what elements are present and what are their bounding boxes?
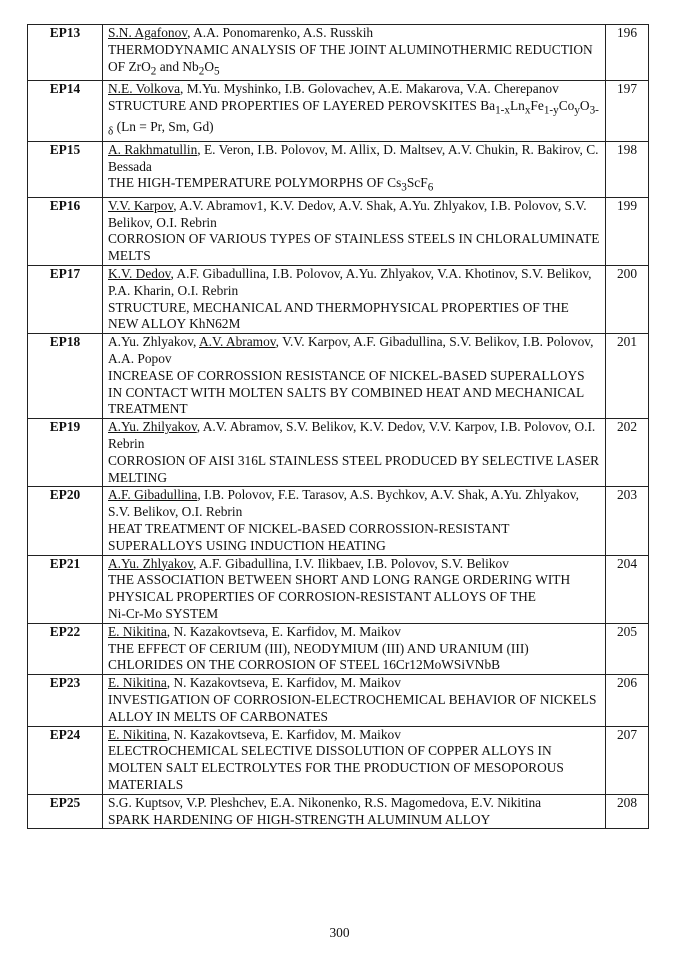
entry-details: [103, 623, 606, 674]
presenting-author: K.V. Dedov: [108, 266, 171, 282]
presenting-author: E. Nikitina: [108, 623, 167, 639]
entry-title: THE HIGH-TEMPERATURE POLYMORPHS OF $Cs_3ScF_6$: [108, 175, 434, 195]
entry-details: [103, 675, 606, 726]
table-row: [28, 197, 649, 265]
entry-page-number: 201: [606, 334, 649, 419]
entry-details: [103, 334, 606, 419]
co-authors: , A.V. Abramov, S.V. Belikov, K.V. Dedov, V.V. Karpov, I.B. Polovov, O.I. Rebrin: [108, 419, 596, 452]
entry-authors: [108, 624, 600, 641]
entry-code: EP16: [28, 197, 103, 265]
entry-page-number: 197: [606, 81, 649, 142]
entry-code: EP19: [28, 419, 103, 487]
entry-page-number: 207: [606, 726, 649, 794]
presenting-author: A.Yu. Zhlyakov: [108, 555, 194, 571]
entry-code: EP21: [28, 555, 103, 623]
co-authors: , M.Yu. Myshinko, I.B. Golovachev, A.E. Makarova, V.A. Cherepanov: [180, 81, 559, 97]
co-authors: , N. Kazakovtseva, E. Karfidov, M. Maikov: [166, 675, 401, 691]
entry-details: [103, 141, 606, 197]
presenting-author: S.N. Agafonov: [108, 25, 188, 40]
entry-code: EP23: [28, 675, 103, 726]
entry-title: STRUCTURE, MECHANICAL AND THERMOPHYSICAL PROPERTIES OF THE NEW ALLOY KhN62M: [108, 299, 569, 332]
co-authors: , A.F. Gibadullina, I.B. Polovov, A.Yu. Zhlyakov, V.A. Khotinov, S.V. Belikov, P.A. Kharin, O.I. Rebrin: [108, 266, 592, 298]
entry-page-number: 205: [606, 623, 649, 674]
co-authors: , N. Kazakovtseva, E. Karfidov, M. Maikov: [166, 623, 401, 639]
table-row: [28, 334, 649, 419]
entry-page-number: 206: [606, 675, 649, 726]
entry-title: CORROSION OF AISI 316L STAINLESS STEEL PRODUCED BY SELECTIVE LASER MELTING: [108, 452, 600, 485]
entry-authors: [108, 81, 600, 98]
co-authors: , E. Veron, I.B. Polovov, M. Allix, D. Maltsev, A.V. Chukin, R. Bakirov, C. Bessada: [108, 141, 599, 174]
presenting-author: E. Nikitina: [108, 726, 167, 742]
entry-code: EP15: [28, 141, 103, 197]
entry-details: [103, 81, 606, 142]
entry-title: THERMODYNAMIC ANALYSIS OF THE JOINT ALUMINOTHERMIC REDUCTION OF ZrO$_2$ and $Nb_2O_5$: [108, 41, 593, 78]
entry-details: [103, 487, 606, 555]
entry-title: INVESTIGATION OF CORROSION-ELECTROCHEMICAL BEHAVIOR OF NICKELS ALLOY IN MELTS OF CARBONATES: [108, 691, 597, 724]
table-row: [28, 675, 649, 726]
entry-page-number: 199: [606, 197, 649, 265]
entry-authors: [108, 675, 600, 692]
entry-code: EP13: [28, 25, 103, 81]
table-row: [28, 555, 649, 623]
entry-title: THE EFFECT OF CERIUM (III), NEODYMIUM (III) AND URANIUM (III) CHLORIDES ON THE CORROSION OF STEEL 16Cr12MoWSiVNbB: [108, 640, 529, 673]
entry-title: SPARK HARDENING OF HIGH-STRENGTH ALUMINUM ALLOY: [108, 811, 491, 827]
entry-details: [103, 419, 606, 487]
entry-page-number: 196: [606, 25, 649, 81]
table-row: [28, 623, 649, 674]
table-row: [28, 726, 649, 794]
entry-details: [103, 555, 606, 623]
entry-title: CORROSION OF VARIOUS TYPES OF STAINLESS STEELS IN CHLORALUMINATE MELTS: [108, 231, 600, 264]
table-row: [28, 419, 649, 487]
co-authors: , A.V. Abramov1, K.V. Dedov, A.V. Shak, A.Yu. Zhlyakov, I.B. Polovov, S.V. Belikov, O.I. Rebrin: [108, 197, 587, 230]
entry-authors: [108, 334, 600, 368]
presenting-author: A.F. Gibadullina: [108, 487, 198, 503]
co-authors: , A.F. Gibadullina, I.V. Ilikbaev, I.B. Polovov, S.V. Belikov: [193, 555, 509, 571]
entry-authors: [108, 556, 600, 573]
entry-details: [103, 266, 606, 334]
entry-details: [103, 794, 606, 829]
co-authors: , V.V. Karpov, A.F. Gibadullina, S.V. Belikov, I.B. Polovov, A.A. Popov: [108, 334, 594, 367]
contents-table-body: [28, 25, 649, 829]
table-row: [28, 25, 649, 81]
entry-page-number: 204: [606, 555, 649, 623]
entry-code: EP25: [28, 794, 103, 829]
entry-authors: [108, 266, 600, 300]
entry-authors: [108, 25, 600, 42]
entry-page-number: 202: [606, 419, 649, 487]
entry-title: STRUCTURE AND PROPERTIES OF LAYERED PEROVSKITES $Ba_{1-x}Ln_xFe_{1-y}Co_yO_{3-\delta}$ (Ln = Pr, Sm, Gd): [108, 97, 599, 138]
entry-page-number: 200: [606, 266, 649, 334]
entry-code: EP17: [28, 266, 103, 334]
presenting-author: N.E. Volkova: [108, 81, 181, 97]
table-row: [28, 487, 649, 555]
entry-title: THE ASSOCIATION BETWEEN SHORT AND LONG RANGE ORDERING WITH PHYSICAL PROPERTIES OF CORROSION-RESISTANT ALLOYS OF THE Ni-Cr-Mo SYSTEM: [108, 572, 571, 621]
presenting-author: E. Nikitina: [108, 675, 167, 691]
co-authors: , N. Kazakovtseva, E. Karfidov, M. Maikov: [166, 726, 401, 742]
entry-details: [103, 197, 606, 265]
table-row: [28, 81, 649, 142]
entry-page-number: 208: [606, 794, 649, 829]
entry-page-number: 198: [606, 141, 649, 197]
entry-authors: [108, 487, 600, 521]
entry-authors: [108, 419, 600, 453]
entry-authors: [108, 727, 600, 744]
entry-title: INCREASE OF CORROSSION RESISTANCE OF NICKEL-BASED SUPERALLOYS IN CONTACT WITH MOLTEN SALTS BY COMBINED HEAT AND MECHANICAL TREATMENT: [108, 367, 585, 417]
co-authors: , A.A. Ponomarenko, A.S. Russkih: [187, 25, 374, 40]
entry-details: [103, 25, 606, 81]
table-row: [28, 794, 649, 829]
entry-authors: [108, 198, 600, 232]
co-authors: S.G. Kuptsov, V.P. Pleshchev, E.A. Nikonenko, R.S. Magomedova, E.V. Nikitina: [108, 794, 542, 810]
co-authors-before: A.Yu. Zhlyakov,: [108, 334, 199, 350]
entry-title: ELECTROCHEMICAL SELECTIVE DISSOLUTION OF COPPER ALLOYS IN MOLTEN SALT ELECTROLYTES FOR THE PRODUCTION OF MESOPOROUS MATERIALS: [108, 743, 564, 792]
entry-code: EP24: [28, 726, 103, 794]
presenting-author: A.Yu. Zhilyakov: [108, 419, 197, 435]
entry-title: HEAT TREATMENT OF NICKEL-BASED CORROSSION-RESISTANT SUPERALLOYS USING INDUCTION HEATING: [108, 521, 510, 553]
co-authors: , I.B. Polovov, F.E. Tarasov, A.S. Bychkov, A.V. Shak, A.Yu. Zhlyakov, S.V. Belikov, O.I. Rebrin: [108, 487, 579, 520]
presenting-author: A. Rakhmatullin: [108, 141, 198, 157]
entry-details: [103, 726, 606, 794]
presenting-author: V.V. Karpov: [108, 197, 174, 213]
table-row: [28, 141, 649, 197]
entry-code: EP20: [28, 487, 103, 555]
presenting-author: A.V. Abramov: [199, 334, 276, 350]
contents-table: [27, 24, 649, 829]
page-number: 300: [329, 925, 350, 940]
entry-page-number: 203: [606, 487, 649, 555]
entry-code: EP14: [28, 81, 103, 142]
entry-authors: [108, 142, 600, 176]
table-row: [28, 266, 649, 334]
entry-authors: [108, 795, 600, 812]
entry-code: EP18: [28, 334, 103, 419]
entry-code: EP22: [28, 623, 103, 674]
